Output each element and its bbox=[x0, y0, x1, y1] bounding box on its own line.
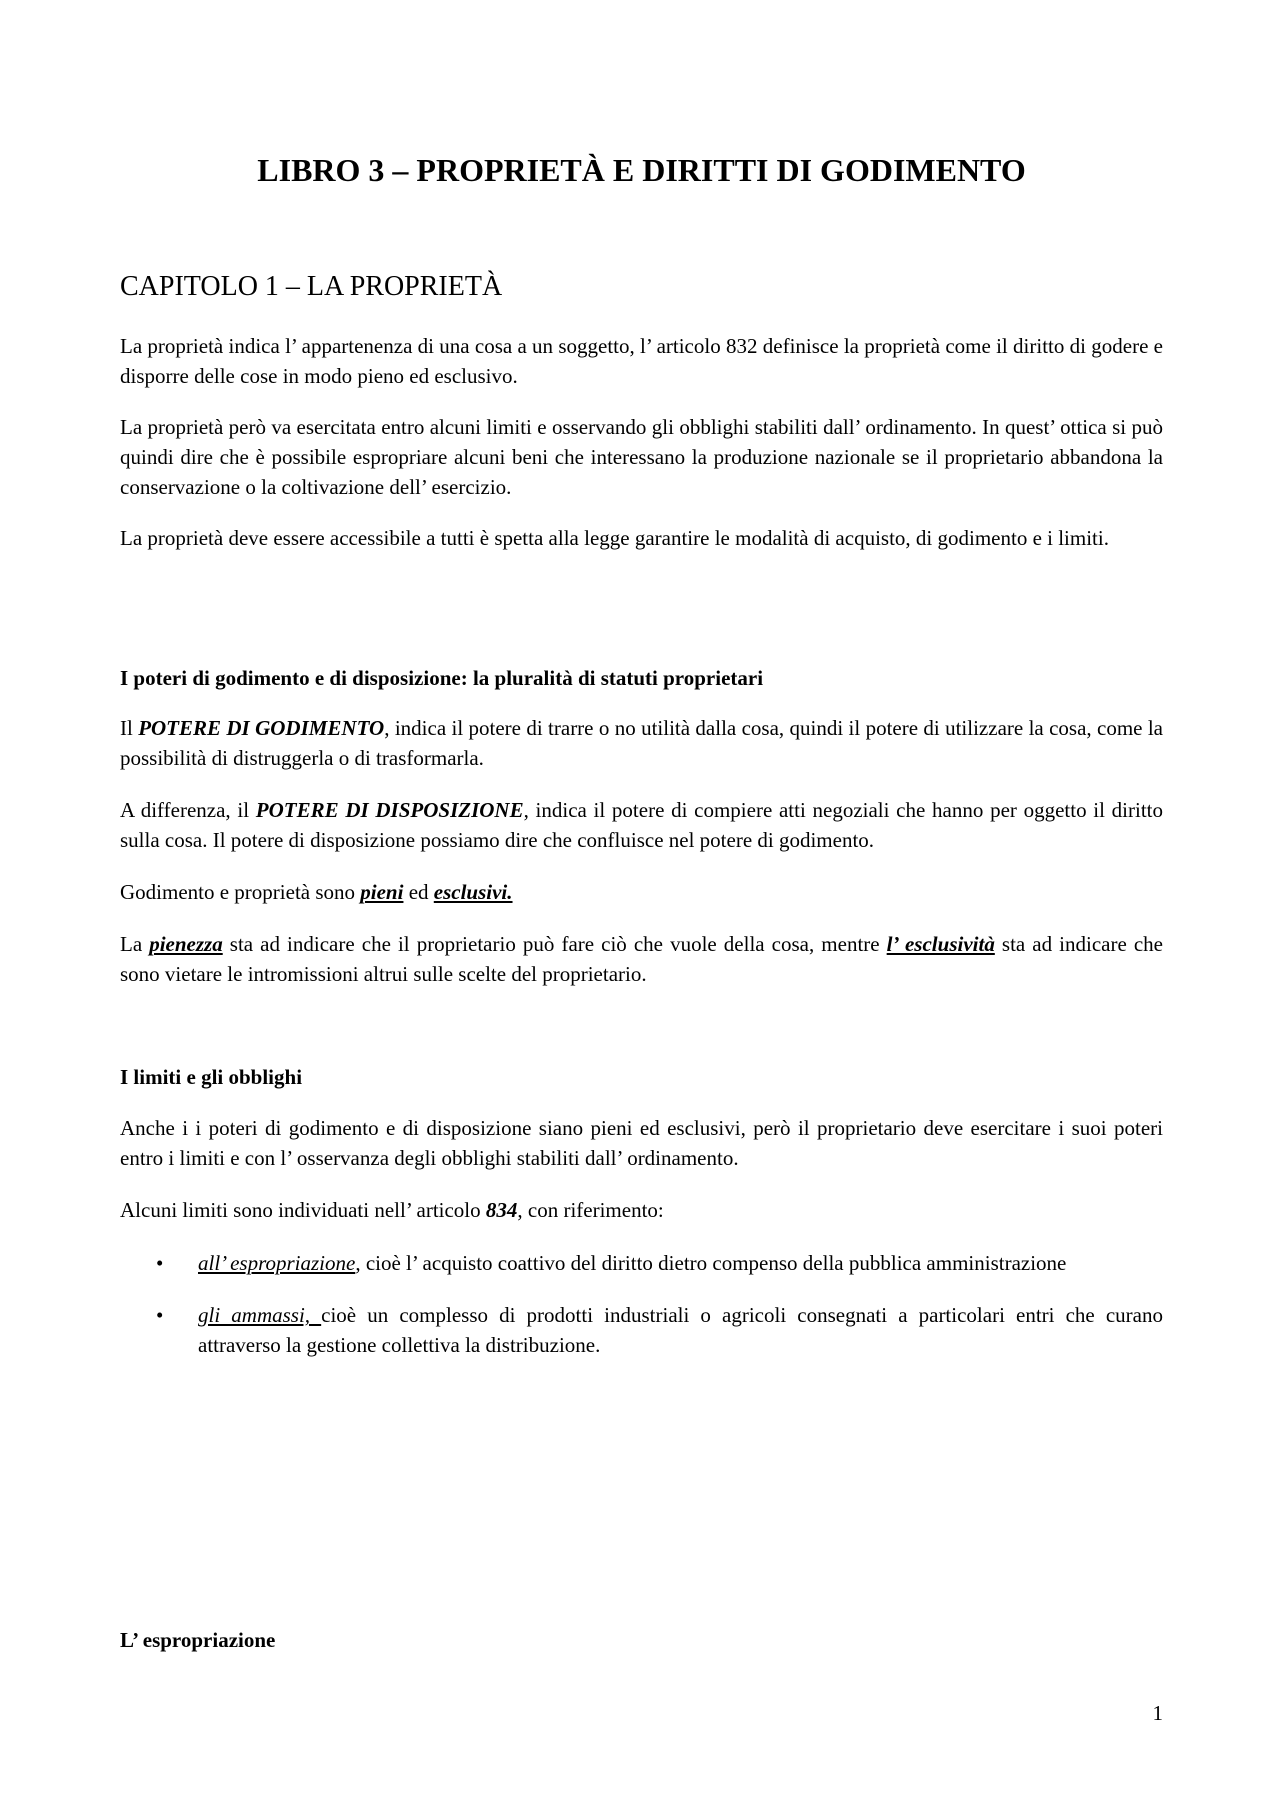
article-number: 834 bbox=[485, 1198, 518, 1222]
text-segment: , indica il potere di compiere atti negoziali che hanno per oggetto il diritto sulla cosa. Il potere di disposizione possiamo dire che confluisce nel potere di godimento. bbox=[120, 798, 1163, 852]
text-segment: Il bbox=[120, 716, 139, 740]
paragraph-potere-godimento bbox=[120, 713, 1163, 773]
paragraph-potere-disposizione bbox=[120, 795, 1163, 855]
term-pienezza: pienezza bbox=[149, 932, 223, 956]
term-esclusivi: esclusivi. bbox=[433, 880, 513, 904]
text-segment: sta ad indicare che sono vietare le intromissioni altrui sulle scelte del proprietario. bbox=[120, 932, 1164, 986]
intro-paragraph-3: La proprietà deve essere accessibile a tutti è spetta alla legge garantire le modalità di acquisto, di godimento e i limiti. bbox=[120, 526, 1109, 550]
text-segment: , indica il potere di trarre o no utilità dalla cosa, quindi il potere di utilizzare la cosa, come la possibilità di distruggerla o di trasformarla. bbox=[120, 716, 1163, 770]
text-segment: , con riferimento: bbox=[517, 1198, 664, 1222]
term-pieni: pieni bbox=[360, 880, 404, 904]
text-segment: La bbox=[120, 932, 150, 956]
chapter-title: CAPITOLO 1 – LA PROPRIETÀ bbox=[120, 271, 503, 302]
section-heading-espropriazione: L’ espropriazione bbox=[120, 1628, 276, 1652]
paragraph-articolo-834 bbox=[120, 1195, 1163, 1225]
term-ammassi: gli ammassi, bbox=[198, 1303, 322, 1327]
document-title: LIBRO 3 – PROPRIETÀ E DIRITTI DI GODIMENTO bbox=[257, 152, 1026, 188]
paragraph-pieni-esclusivi bbox=[120, 877, 1163, 907]
term-potere-disposizione: POTERE DI DISPOSIZIONE bbox=[255, 798, 524, 822]
text-segment: Godimento e proprietà sono bbox=[120, 880, 361, 904]
term-potere-godimento: POTERE DI GODIMENTO bbox=[138, 716, 385, 740]
document-page bbox=[120, 0, 1163, 1811]
list-item-espropriazione bbox=[120, 1248, 1163, 1278]
intro-paragraph-1: La proprietà indica l’ appartenenza di una cosa a un soggetto, l’ articolo 832 definisce la proprietà come il diritto di godere e disporre delle cose in modo pieno ed esclusivo. bbox=[120, 334, 1163, 388]
list-item-ammassi bbox=[120, 1300, 1163, 1360]
text-segment: sta ad indicare che il proprietario può fare ciò che vuole della cosa, mentre bbox=[222, 932, 887, 956]
bullet-marker: • bbox=[156, 1303, 164, 1327]
bullet-marker: • bbox=[156, 1251, 164, 1275]
section-heading-limiti: I limiti e gli obblighi bbox=[120, 1065, 303, 1089]
limits-bullet-list bbox=[120, 1248, 1163, 1360]
intro-paragraph-2: La proprietà però va esercitata entro alcuni limiti e osservando gli obblighi stabiliti dall’ ordinamento. In quest’ ottica si può quindi dire che è possibile espropriare alcuni beni che interessano la produzione nazionale se il proprietario abbandona la conservazione o la coltivazione dell’ esercizio. bbox=[120, 415, 1163, 499]
text-segment: Alcuni limiti sono individuati nell’ articolo bbox=[120, 1198, 486, 1222]
bullet-text: cioè un complesso di prodotti industriali o agricoli consegnati a particolari entri che curano attraverso la gestione collettiva la distribuzione. bbox=[198, 1303, 1163, 1357]
paragraph-limiti-obblighi: Anche i i poteri di godimento e di disposizione siano pieni ed esclusivi, però il proprietario deve esercitare i suoi poteri entro i limiti e con l’ osservanza degli obblighi stabiliti dall’ ordinamento. bbox=[120, 1116, 1163, 1170]
section-heading-poteri: I poteri di godimento e di disposizione: la pluralità di statuti proprietari bbox=[120, 666, 764, 690]
text-segment: A differenza, il bbox=[120, 798, 256, 822]
term-espropriazione: all’ espropriazione bbox=[198, 1251, 356, 1275]
term-esclusivita: l’ esclusività bbox=[886, 932, 995, 956]
bullet-text: , cioè l’ acquisto coattivo del diritto dietro compenso della pubblica amministrazione bbox=[355, 1251, 1067, 1275]
text-segment: ed bbox=[403, 880, 434, 904]
page-number: 1 bbox=[1152, 1701, 1163, 1725]
paragraph-pienezza bbox=[120, 929, 1163, 989]
